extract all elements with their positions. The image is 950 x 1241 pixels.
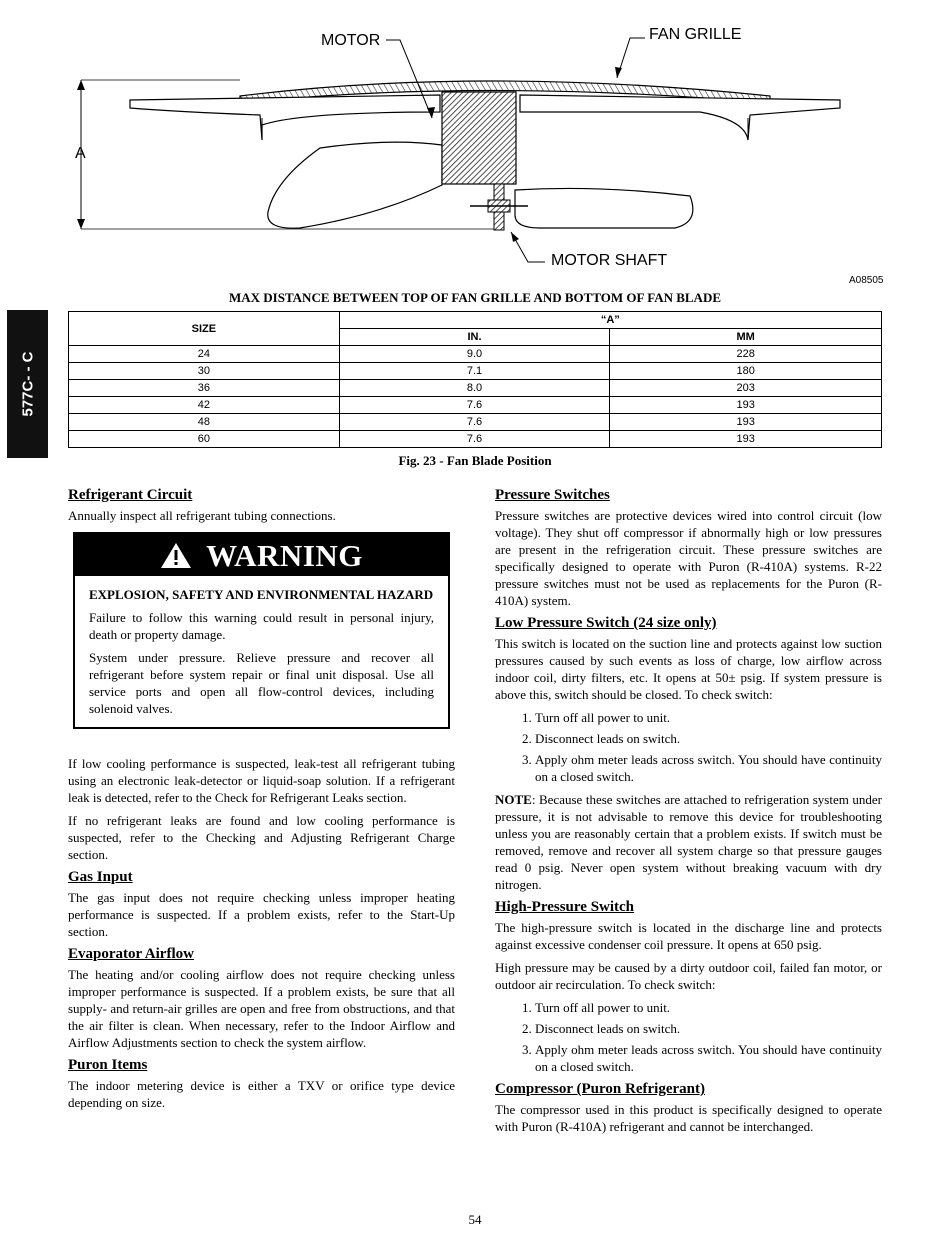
low-pressure-steps [495,709,882,785]
motor-body [442,92,516,184]
high-pressure-switch-heading: High-Pressure Switch [495,899,635,915]
fan-blade-right [515,188,693,228]
gas-input-heading: Gas Input [68,869,133,885]
fan-blade-left [268,142,442,228]
puron-items-heading: Puron Items [68,1057,148,1073]
low-pressure-switch-text: This switch is located on the suction line and protects against low suction pressures caused by such events as loss of charge, low airflow across indoor coil, dirty filters, etc. It opens at 50± psig. If system pressure is above this, switch should be closed. To check switch: [495,636,882,702]
figure-code: A08505 [849,275,884,286]
warning-box [73,532,450,729]
gas-input-text: The gas input does not require checking unless improper heating performance is suspected. If a problem exists, refer to the Start-Up section. [68,890,455,939]
high-pressure-steps [495,999,882,1075]
refrigerant-circuit-text: Annually inspect all refrigerant tubing connections. [68,508,336,523]
left-column [68,487,455,1117]
right-column [495,487,882,1141]
page-number: 54 [468,1212,482,1227]
table-row: 48 7.6 193 [69,414,882,431]
warning-title: WARNING [206,537,363,573]
size-header: SIZE [69,312,340,346]
evaporator-airflow-heading: Evaporator Airflow [68,946,194,962]
list-item: 1. Turn off all power to unit. [535,999,882,1016]
warning-triangle-icon [160,541,192,569]
list-item: 3. Apply ohm meter leads across switch. You should have continuity on a closed switch. [535,751,882,785]
fan-distance-table [68,311,882,448]
side-tab-label: 577C- - C [19,351,36,417]
leak-test-text: If low cooling performance is suspected, leak-test all refrigerant tubing using an electronic leak-detector or liquid-soap solution. If a refrigerant leak is detected, refer to the Check for Refrigerant Leaks section. [68,756,455,805]
low-pressure-switch-heading-wrap [495,615,882,632]
low-pressure-switch-heading: Low Pressure Switch [495,615,630,631]
pressure-switches-heading: Pressure Switches [495,487,610,503]
mm-header: MM [610,329,882,346]
table-row: 60 7.6 193 [69,431,882,448]
warning-header [75,534,448,576]
list-item: 3. Apply ohm meter leads across switch. You should have continuity on a closed switch. [535,1041,882,1075]
warning-text-1: Failure to follow this warning could result in personal injury, death or property damage. [89,610,434,642]
fan-blade-diagram [0,0,950,290]
side-tab [7,310,48,458]
pressure-switches-text: Pressure switches are protective devices wired into control circuit (low voltage). They shut off compressor if abnormally high or low pressures are present in the refrigeration circuit. These pressure switches are specifically designed to operate with Puron (R-410A) systems. R-22 pressure switches must not be used as replacements for the Puron (R-410A) system. [495,508,882,608]
table-row: 30 7.1 180 [69,363,882,380]
compressor-heading: Compressor (Puron Refrigerant) [495,1081,705,1097]
a-header: “A” [339,312,881,329]
fan-grille-label: FAN GRILLE [649,26,742,43]
figure-caption: Fig. 23 - Fan Blade Position [398,453,552,468]
high-pressure-switch-text-1: The high-pressure switch is located in the discharge line and protects against excessive condenser coil pressure. It opens at 650 psig. [495,920,882,952]
warning-subtitle: EXPLOSION, SAFETY AND ENVIRONMENTAL HAZARD [89,587,434,602]
evaporator-airflow-text: The heating and/or cooling airflow does not require checking unless improper performance is suspected. If a problem exists, be sure that all supply- and return-air grilles are open and free from obstructions, and that the air filter is clean. When necessary, refer to the Indoor Airflow and Airflow Adjustments section to check the system airflow. [68,967,455,1050]
high-pressure-switch-text-2: High pressure may be caused by a dirty outdoor coil, failed fan motor, or outdoor air recirculation. To check switch: [495,960,882,992]
table-row: 42 7.6 193 [69,397,882,414]
note-text: : Because these switches are attached to refrigeration system under pressure, it is not advisable to remove this device for troubleshooting unless you are reasonably certain that a problem exists. If switch must be removed, remove and recover all system charge so that pressure gauges read 0 psig. Never open system without breaking vacuum with dry nitrogen. [495,792,882,892]
compressor-text: The compressor used in this product is specifically designed to operate with Puron (R-410A) refrigerant and cannot be interchanged. [495,1102,882,1134]
dimension-a-label: A [75,145,86,162]
motor-shaft-label: MOTOR SHAFT [551,252,668,269]
motor-label: MOTOR [321,32,381,49]
warning-text-2: System under pressure. Relieve pressure and recover all refrigerant before system repair or final unit disposal. Use all service ports and open all flow-control devices, including solenoid valves. [89,650,434,716]
table-title: MAX DISTANCE BETWEEN TOP OF FAN GRILLE AND BOTTOM OF FAN BLADE [228,290,722,305]
list-item: 2. Disconnect leads on switch. [535,730,882,747]
note-paragraph [495,791,882,893]
list-item: 1. Turn off all power to unit. [535,709,882,726]
list-item: 2. Disconnect leads on switch. [535,1020,882,1037]
refrigerant-circuit-heading: Refrigerant Circuit [68,487,193,503]
no-leak-text: If no refrigerant leaks are found and low cooling performance is suspected, refer to the Checking and Adjusting Refrigerant Charge section. [68,813,455,862]
table-row: 36 8.0 203 [69,380,882,397]
low-pressure-switch-size-note: (24 size only) [633,615,717,631]
fan-blade-top [130,95,440,140]
puron-items-text: The indoor metering device is either a TXV or orifice type device depending on size. [68,1078,455,1110]
in-header: IN. [339,329,610,346]
note-label: NOTE [495,792,532,807]
table-row: 24 9.0 228 [69,346,882,363]
